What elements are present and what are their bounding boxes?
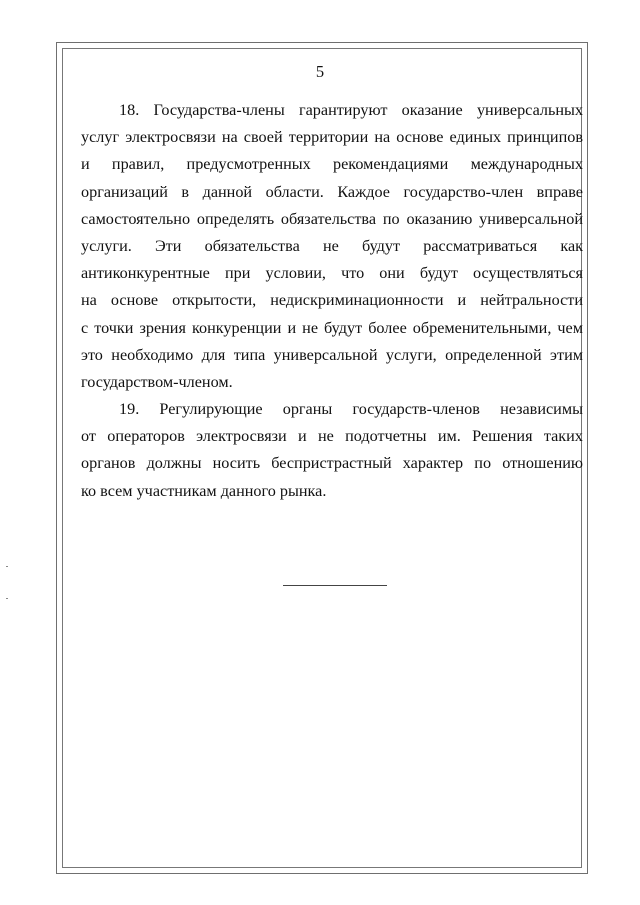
text-line: ко всем участникам данного рынка. [81,481,327,500]
paragraph-18 [81,97,583,396]
text-line: государством-членом. [81,372,233,391]
scan-artifact [6,566,8,567]
text-line: 19. Регулирующие органы государств-членов независимы [119,400,583,419]
text-line: услуг электросвязи на своей территории на основе единых принципов [81,128,583,147]
text-line: с точки зрения конкуренции и не будут более обременительными, чем [81,318,583,337]
scan-artifact [6,598,8,599]
text-line: антиконкурентные при условии, что они будут осуществляться [81,264,583,283]
text-line: и правил, предусмотренных рекомендациями международных [81,155,583,174]
end-separator-line [283,585,387,586]
text-line: 18. Государства-члены гарантируют оказание универсальных [119,101,583,119]
text-line: органов должны носить беспристрастный характер по отношению [81,454,583,473]
document-body [81,97,583,505]
text-line: это необходимо для типа универсальной услуги, определенной этим [81,345,583,364]
text-line: услуги. Эти обязательства не будут рассматриваться как [81,236,583,255]
text-line: организаций в данной области. Каждое государство-член вправе [81,182,583,201]
paragraph-19 [81,396,583,505]
text-line: на основе открытости, недискриминационности и нейтральности [81,291,583,310]
text-line: самостоятельно определять обязательства по оказанию универсальной [81,209,583,228]
page-number: 5 [315,62,325,81]
text-line: от операторов электросвязи и не подотчетны им. Решения таких [81,427,583,446]
